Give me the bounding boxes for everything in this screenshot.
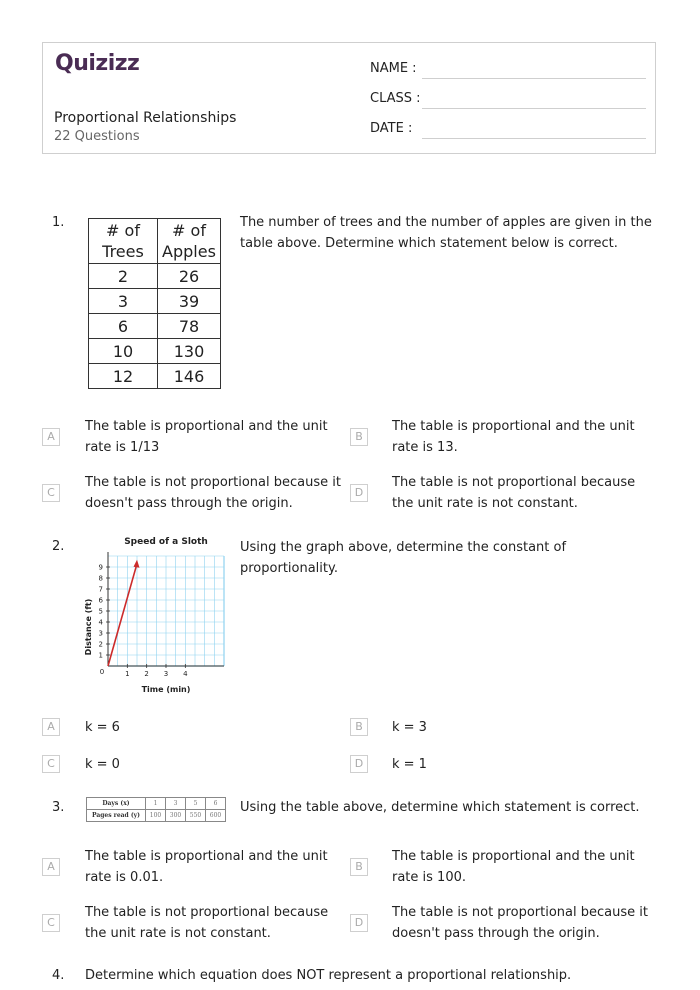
y-tick-label: 7 bbox=[98, 585, 103, 594]
option-a-text[interactable]: The table is proportional and the unit rate is 1/13 bbox=[85, 419, 328, 455]
x-tick-label: 2 bbox=[144, 670, 149, 678]
table-row bbox=[87, 798, 226, 810]
class-label: CLASS : bbox=[370, 91, 421, 106]
origin-label: 0 bbox=[99, 668, 105, 676]
table-row bbox=[89, 264, 221, 289]
table-cell: 100 bbox=[146, 810, 166, 822]
option-a-text[interactable]: The table is proportional and the unit rate is 0.01. bbox=[85, 849, 328, 885]
option-d-text[interactable]: The table is not proportional because it doesn't pass through the origin. bbox=[392, 905, 648, 941]
date-label: DATE : bbox=[370, 121, 413, 136]
x-tick-label: 4 bbox=[183, 670, 188, 678]
option-letter-b[interactable]: B bbox=[350, 718, 368, 736]
option-d-text[interactable]: k = 1 bbox=[392, 757, 427, 772]
y-tick-label: 4 bbox=[98, 618, 103, 627]
question-text: The number of trees and the number of apples are given in the table above. Determine which statement below is correct. bbox=[240, 215, 652, 251]
table-cell: 600 bbox=[206, 810, 226, 822]
option-letter-b[interactable]: B bbox=[350, 858, 368, 876]
trees-apples-table bbox=[88, 218, 221, 389]
question-text: Determine which equation does NOT represent a proportional relationship. bbox=[85, 968, 572, 983]
series-arrow bbox=[134, 560, 140, 568]
option-letter-b[interactable]: B bbox=[350, 428, 368, 446]
x-tick-label: 3 bbox=[163, 670, 169, 678]
table-row bbox=[87, 810, 226, 822]
worksheet-title: Proportional Relationships bbox=[54, 110, 237, 126]
table-header-row bbox=[89, 219, 221, 264]
option-letter-a[interactable]: A bbox=[42, 858, 60, 876]
table-row bbox=[89, 339, 221, 364]
question-number: 4. bbox=[52, 968, 65, 983]
table-cell: 6 bbox=[89, 314, 158, 339]
option-b-text[interactable]: The table is proportional and the unit rate is 100. bbox=[392, 849, 635, 885]
table-cell: 39 bbox=[158, 289, 221, 314]
table-cell: 130 bbox=[158, 339, 221, 364]
option-letter-a[interactable]: A bbox=[42, 428, 60, 446]
table-row-label: Pages read (y) bbox=[87, 810, 146, 822]
y-tick-label: 1 bbox=[98, 651, 103, 660]
table-cell: 300 bbox=[166, 810, 186, 822]
question-count: 22 Questions bbox=[54, 129, 140, 144]
question-text: Using the table above, determine which statement is correct. bbox=[240, 800, 640, 815]
worksheet-header bbox=[42, 42, 656, 154]
option-c-text[interactable]: k = 0 bbox=[85, 757, 120, 772]
y-axis-label: Distance (ft) bbox=[84, 598, 93, 656]
table-row-label: Days (x) bbox=[87, 798, 146, 810]
series-line bbox=[108, 564, 137, 666]
table-cell: 6 bbox=[206, 798, 226, 810]
y-tick-label: 5 bbox=[98, 607, 103, 616]
table-cell: 550 bbox=[186, 810, 206, 822]
option-a-text[interactable]: k = 6 bbox=[85, 720, 120, 735]
question-number: 2. bbox=[52, 539, 65, 554]
table-cell: 10 bbox=[89, 339, 158, 364]
option-d-text[interactable]: The table is not proportional because the unit rate is not constant. bbox=[392, 475, 636, 511]
y-tick-label: 6 bbox=[98, 596, 103, 605]
option-letter-c[interactable]: C bbox=[42, 914, 60, 932]
table-cell: 1 bbox=[146, 798, 166, 810]
table-header: # of Apples bbox=[158, 219, 221, 264]
option-letter-c[interactable]: C bbox=[42, 755, 60, 773]
days-pages-table bbox=[86, 797, 226, 822]
table-row bbox=[89, 289, 221, 314]
table-cell: 2 bbox=[89, 264, 158, 289]
date-line bbox=[422, 138, 646, 139]
table-row bbox=[89, 364, 221, 389]
option-b-text[interactable]: The table is proportional and the unit rate is 13. bbox=[392, 419, 635, 455]
table-header: # of Trees bbox=[89, 219, 158, 264]
x-tick-label: 1 bbox=[125, 670, 130, 678]
table-cell: 3 bbox=[89, 289, 158, 314]
name-label: NAME : bbox=[370, 61, 417, 76]
table-cell: 26 bbox=[158, 264, 221, 289]
question-number: 3. bbox=[52, 800, 65, 815]
y-tick-label: 3 bbox=[98, 629, 103, 638]
y-tick-label: 9 bbox=[98, 563, 103, 572]
y-tick-label: 2 bbox=[98, 640, 103, 649]
chart-title: Speed of a Sloth bbox=[124, 537, 208, 547]
x-axis-label: Time (min) bbox=[141, 685, 191, 694]
quizizz-logo: Quizizz bbox=[55, 51, 140, 76]
option-letter-c[interactable]: C bbox=[42, 484, 60, 502]
table-cell: 78 bbox=[158, 314, 221, 339]
class-line bbox=[422, 108, 646, 109]
y-tick-label: 8 bbox=[98, 574, 103, 583]
option-letter-d[interactable]: D bbox=[350, 484, 368, 502]
table-cell: 146 bbox=[158, 364, 221, 389]
option-letter-a[interactable]: A bbox=[42, 718, 60, 736]
table-row bbox=[89, 314, 221, 339]
option-letter-d[interactable]: D bbox=[350, 755, 368, 773]
speed-of-sloth-chart bbox=[80, 530, 230, 695]
table-cell: 12 bbox=[89, 364, 158, 389]
table-cell: 5 bbox=[186, 798, 206, 810]
table-cell: 3 bbox=[166, 798, 186, 810]
question-text: Using the graph above, determine the constant of proportionality. bbox=[240, 540, 567, 576]
name-line bbox=[422, 78, 646, 79]
option-c-text[interactable]: The table is not proportional because it doesn't pass through the origin. bbox=[85, 475, 341, 511]
option-b-text[interactable]: k = 3 bbox=[392, 720, 427, 735]
option-letter-d[interactable]: D bbox=[350, 914, 368, 932]
question-number: 1. bbox=[52, 215, 65, 230]
option-c-text[interactable]: The table is not proportional because the unit rate is not constant. bbox=[85, 905, 329, 941]
